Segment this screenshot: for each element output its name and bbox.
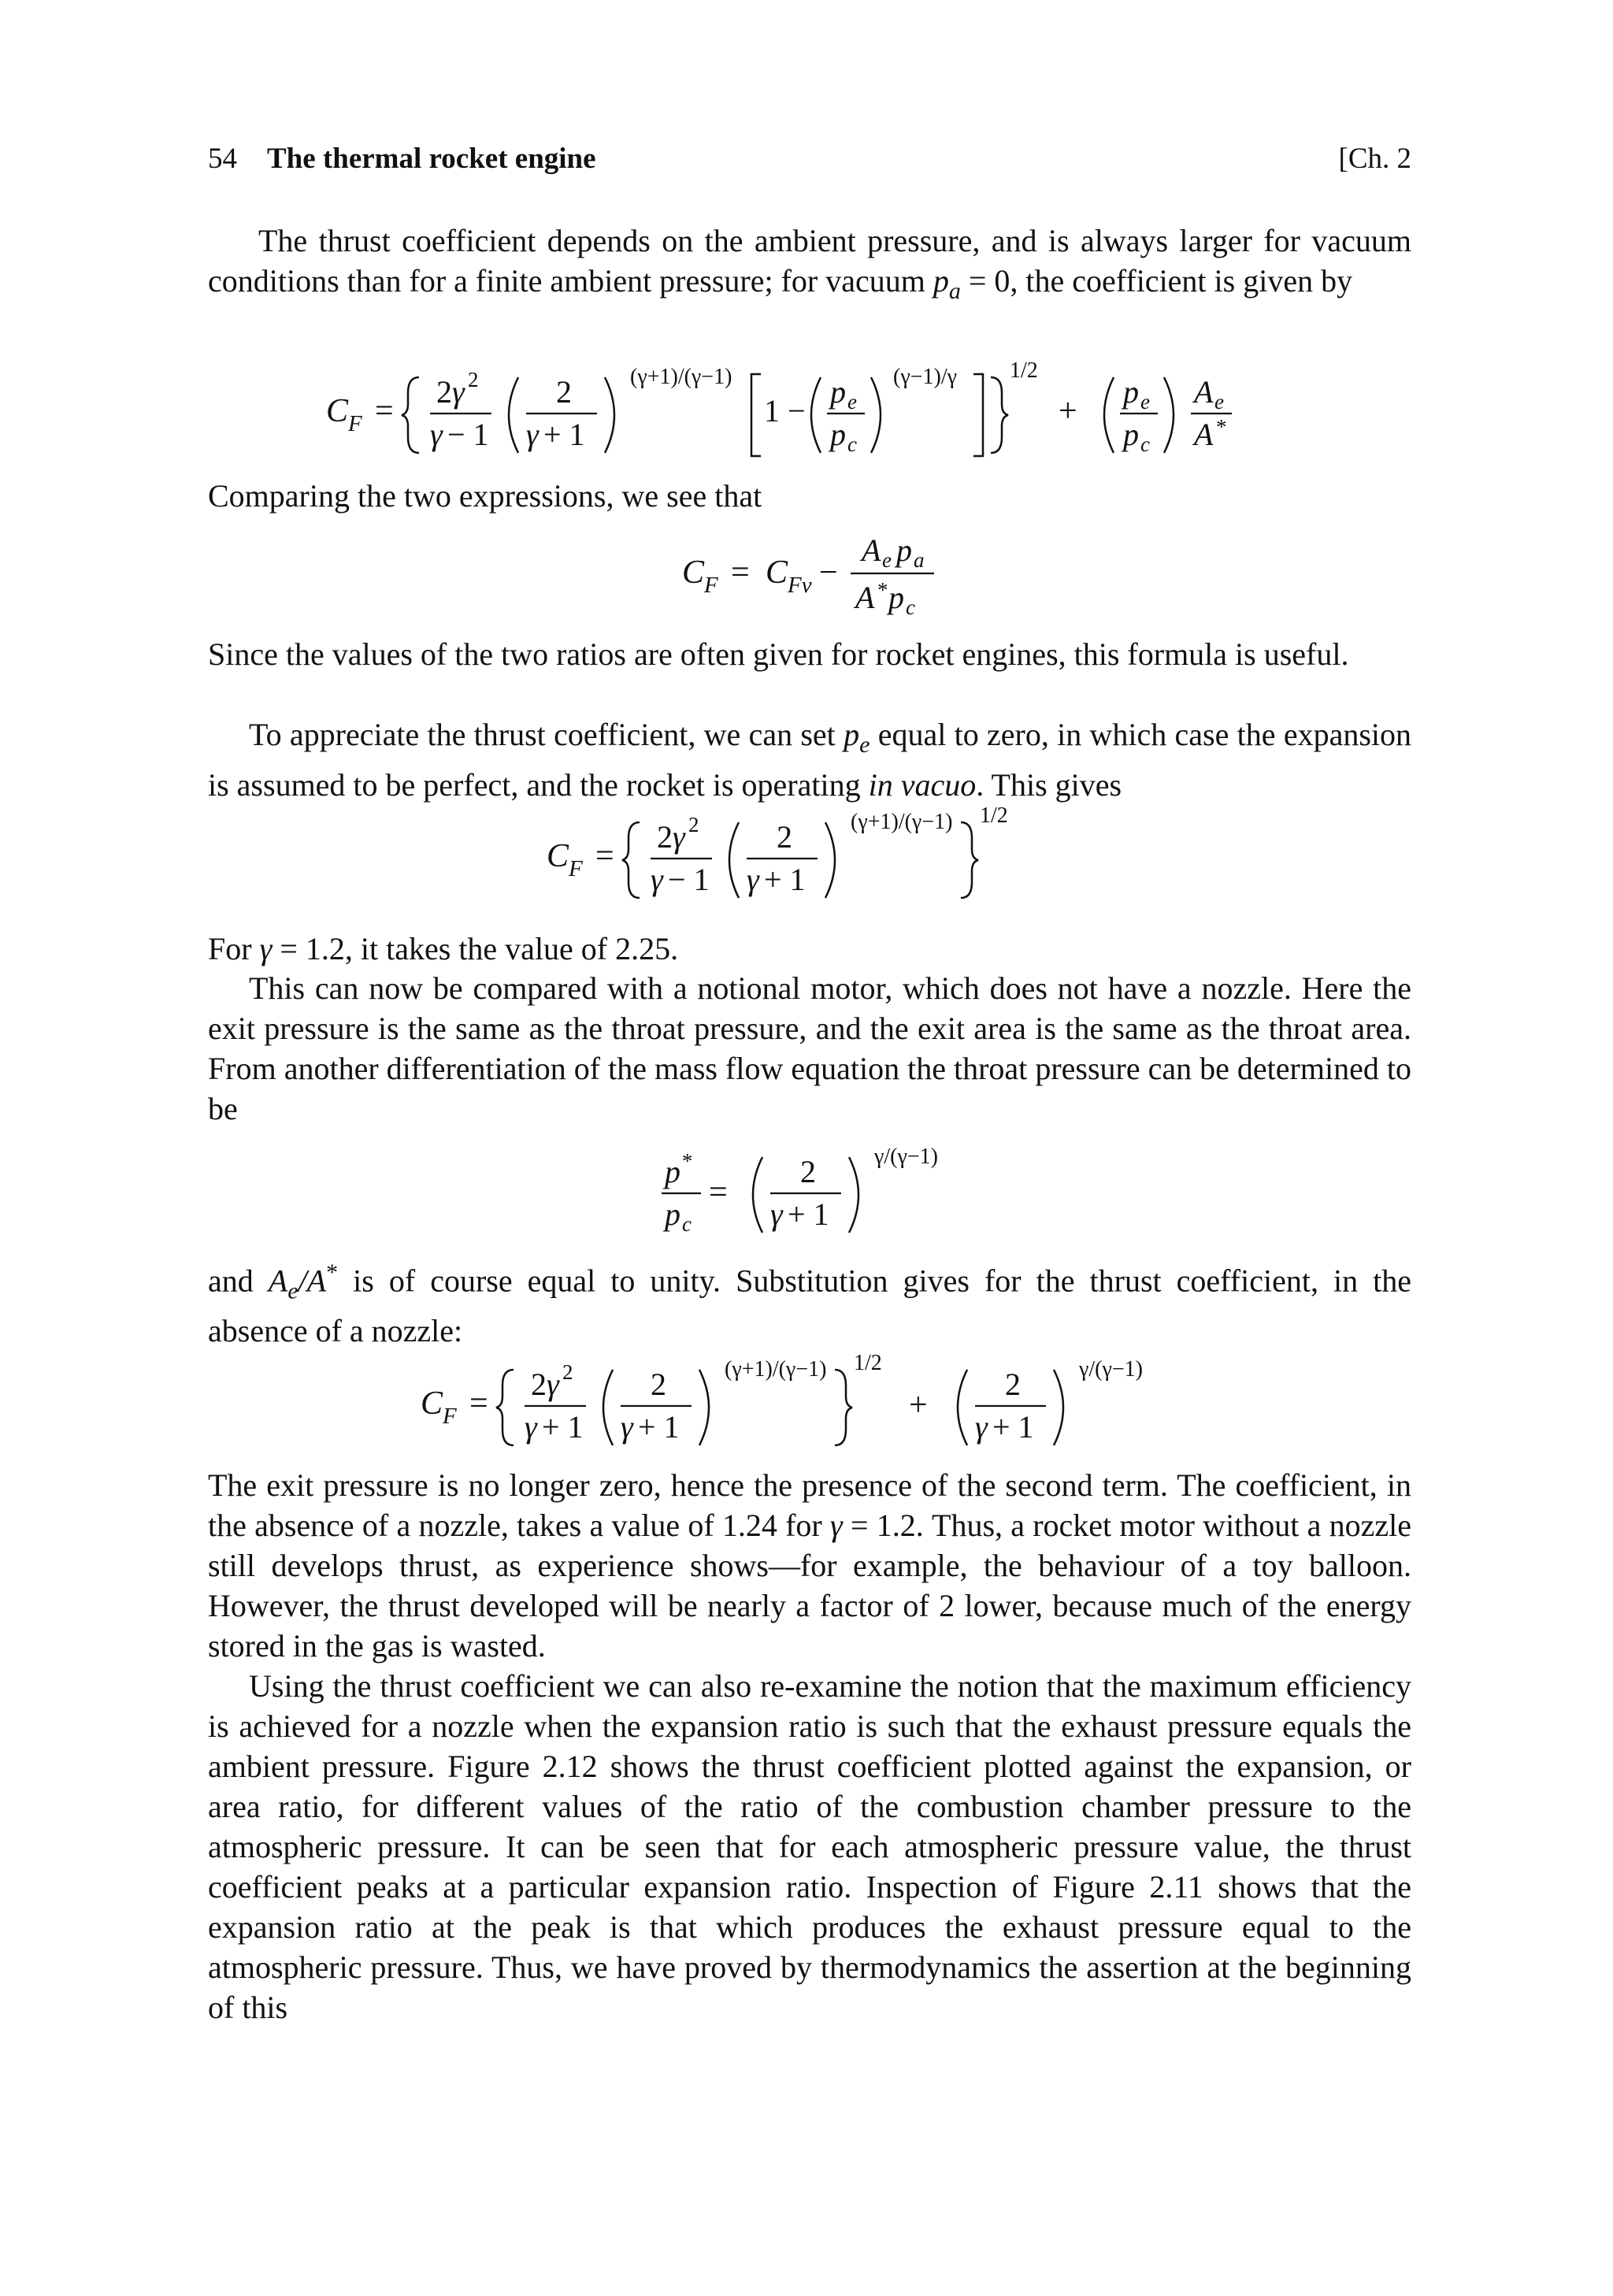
svg-text:e: e	[847, 390, 857, 414]
svg-text:(γ−1)/γ: (γ−1)/γ	[893, 365, 957, 389]
svg-text:2: 2	[556, 374, 572, 410]
svg-text:+ 1: + 1	[543, 417, 585, 452]
p5-text-a: For	[208, 931, 260, 966]
p5-text-b: = 1.2, it takes the value of 2.25.	[272, 931, 679, 966]
svg-text:F: F	[348, 411, 362, 436]
svg-text:(γ+1)/(γ−1): (γ+1)/(γ−1)	[630, 365, 732, 389]
equation-2	[682, 520, 966, 622]
svg-text:c: c	[847, 432, 857, 456]
svg-text:2: 2	[562, 1360, 573, 1384]
svg-text:=: =	[731, 555, 750, 591]
svg-text:A: A	[855, 580, 875, 615]
svg-text:c: c	[906, 595, 915, 619]
paragraph-7: and $A_e/A^*$ is of course equal to unity. Substitution gives for the thrust coefficient, in the absence of a nozzle:	[208, 1259, 1411, 1349]
svg-text:p: p	[1123, 417, 1139, 452]
svg-text:=: =	[709, 1174, 728, 1211]
svg-text:e: e	[882, 548, 892, 572]
running-title: The thermal rocket engine	[267, 143, 596, 175]
p7-text-b: is of course equal to unity. Substitution gives for the thrust coefficient, in the absence of a nozzle:	[208, 1263, 1411, 1349]
svg-text:+: +	[909, 1387, 928, 1423]
svg-text:p: p	[830, 417, 846, 452]
svg-text:− 1: − 1	[447, 417, 489, 452]
svg-text:e: e	[1214, 390, 1224, 414]
svg-text:2: 2	[688, 813, 699, 836]
svg-text:2: 2	[777, 819, 792, 855]
svg-text:2: 2	[436, 374, 452, 410]
paragraph-9: Using the thrust coefficient we can also re-examine the notion that the maximum efficiency is achieved for a nozzle when the expansion ratio is such that the exhaust pressure equals the ambient pressure. Figure 2.12 shows the thrust coefficient plotted against the expansion, or area ratio, for different values of the ratio of the combustion chamber pressure to the atmospheric pressure. It can be seen that for each atmospheric pressure value, the thrust coefficient peaks at a particular expansion ratio. Inspection of Figure 2.11 shows that the expansion ratio at the peak is that which produces the exhaust pressure equal to the atmospheric pressure. Thus, we have proved by thermodynamics the assertion at the beginning of this	[208, 1668, 1411, 2025]
svg-text:γ: γ	[525, 1409, 537, 1445]
svg-text:p: p	[665, 1154, 680, 1189]
equation-5	[421, 1351, 1208, 1461]
p4-text-a: To appreciate the thrust coefficient, we can set	[249, 717, 844, 752]
svg-text:(γ+1)/(γ−1): (γ+1)/(γ−1)	[851, 810, 953, 834]
svg-text:F: F	[704, 573, 718, 598]
svg-text:γ/(γ−1): γ/(γ−1)	[1079, 1357, 1143, 1382]
svg-text:+: +	[1059, 393, 1077, 429]
equation-1	[326, 358, 1295, 469]
svg-text:γ: γ	[621, 1409, 633, 1445]
p1-text-b: = 0, the coefficient is given by	[960, 263, 1353, 299]
paragraph-2: Comparing the two expressions, we see that	[208, 478, 762, 514]
paragraph-6: This can now be compared with a notional motor, which does not have a nozzle. Here the exit pressure is the same as the throat pressure, and the exit area is the same as the throat area. From another differentiation of the mass flow equation the throat pressure can be determined to be	[208, 970, 1411, 1126]
svg-text:p: p	[1123, 374, 1139, 410]
svg-text:c: c	[1140, 432, 1150, 456]
svg-text:γ: γ	[651, 862, 663, 897]
svg-text:+ 1: + 1	[638, 1409, 680, 1445]
svg-text:2: 2	[531, 1367, 547, 1402]
svg-text:C: C	[682, 555, 705, 591]
svg-text:γ: γ	[526, 417, 539, 452]
p4-text-b: equal to zero, in which case the expansion is assumed to be perfect, and the rocket is operating	[208, 717, 1411, 803]
svg-text:2: 2	[1005, 1367, 1021, 1402]
svg-text:2: 2	[657, 819, 673, 855]
svg-text:γ: γ	[770, 1196, 783, 1232]
p7-text-a: and	[208, 1263, 269, 1299]
svg-text:C: C	[326, 393, 349, 429]
svg-text:C: C	[766, 555, 788, 591]
paragraph-5: For γ = 1.2, it takes the value of 2.25.	[208, 931, 679, 966]
svg-text:(γ+1)/(γ−1): (γ+1)/(γ−1)	[725, 1357, 827, 1382]
svg-text:p: p	[896, 532, 912, 568]
paragraph-4: To appreciate the thrust coefficient, we can set $p_e$ equal to zero, in which case the expansion is assumed to be perfect, and the rocket is operating in vacuo. This gives	[208, 717, 1411, 803]
svg-text:+ 1: + 1	[788, 1196, 829, 1232]
svg-text:+ 1: + 1	[542, 1409, 584, 1445]
svg-text:p: p	[888, 580, 904, 615]
svg-text:γ: γ	[452, 374, 465, 410]
paragraph-3: Since the values of the two ratios are often given for rocket engines, this formula is useful.	[208, 636, 1349, 672]
p4-italic: in vacuo	[868, 767, 977, 803]
svg-text:γ: γ	[975, 1409, 988, 1445]
svg-text:Fv: Fv	[788, 573, 812, 598]
svg-text:+ 1: + 1	[992, 1409, 1034, 1445]
equation-3	[547, 803, 1008, 914]
svg-text:γ: γ	[430, 417, 443, 452]
equation-4	[657, 1138, 988, 1248]
svg-text:γ: γ	[673, 819, 685, 855]
svg-text:=: =	[469, 1385, 488, 1422]
svg-text:e: e	[1140, 390, 1150, 414]
svg-text:a: a	[914, 548, 925, 572]
svg-text:γ: γ	[747, 862, 759, 897]
svg-text:2: 2	[468, 368, 479, 391]
svg-text:p: p	[830, 374, 846, 410]
svg-text:−: −	[819, 555, 838, 591]
svg-text:=: =	[375, 393, 394, 429]
svg-text:γ: γ	[547, 1367, 559, 1402]
svg-text:*: *	[1216, 415, 1227, 439]
svg-text:− 1: − 1	[668, 862, 710, 897]
svg-text:A: A	[862, 532, 881, 568]
p4-text-d: . This gives	[976, 767, 1122, 803]
p8-text-b: = 1.2. Thus, a rocket motor without a nozzle still develops thrust, as experience shows—for example, the behaviour of a toy balloon. However, the thrust developed will be nearly a factor of 2 lower, because much of the energy stored in the gas is wasted.	[208, 1508, 1412, 1664]
svg-text:1 −: 1 −	[764, 393, 806, 428]
page-number: 54	[208, 143, 237, 175]
running-header	[208, 142, 1411, 181]
svg-text:+ 1: + 1	[764, 862, 806, 897]
document-page	[208, 0, 1411, 2296]
svg-text:γ/(γ−1): γ/(γ−1)	[874, 1144, 938, 1169]
svg-text:A: A	[1194, 374, 1214, 410]
chapter-label: [Ch. 2	[1338, 143, 1411, 175]
paragraph-8: The exit pressure is no longer zero, hence the presence of the second term. The coefficient, in the absence of a nozzle, takes a value of 1.24 for γ = 1.2. Thus, a rocket motor without a nozzle still develops thrust, as experience shows—for example, the behaviour of a toy balloon. However, the thrust developed will be nearly a factor of 2 lower, because much of the energy stored in the gas is wasted.	[208, 1467, 1412, 1664]
paragraph-1: The thrust coefficient depends on the ambient pressure, and is always larger for vacuum conditions than for a finite ambient pressure; for vacuum $p_a = 0$, the coefficient is given by	[208, 223, 1411, 304]
svg-text:C: C	[421, 1385, 443, 1422]
svg-text:1/2: 1/2	[1010, 358, 1038, 383]
svg-text:1/2: 1/2	[854, 1351, 882, 1375]
svg-text:=: =	[595, 838, 614, 874]
svg-text:c: c	[682, 1212, 692, 1236]
p1-text-a: The thrust coefficient depends on the ambient pressure, and is always larger for vacuum conditions than for a finite ambient pressure; for vacuum	[208, 223, 1411, 299]
svg-text:F: F	[443, 1404, 457, 1429]
svg-text:F: F	[569, 856, 583, 881]
svg-text:2: 2	[651, 1367, 666, 1402]
svg-text:A: A	[1194, 417, 1214, 452]
svg-text:p: p	[665, 1196, 680, 1232]
svg-text:*: *	[682, 1149, 693, 1173]
svg-text:C: C	[547, 838, 569, 874]
svg-text:1/2: 1/2	[980, 803, 1008, 828]
svg-text:*: *	[877, 578, 888, 602]
svg-text:2: 2	[800, 1154, 816, 1189]
p8-text-a: The exit pressure is no longer zero, hence the presence of the second term. The coefficient, in the absence of a nozzle, takes a value of 1.24 for	[208, 1467, 1411, 1543]
